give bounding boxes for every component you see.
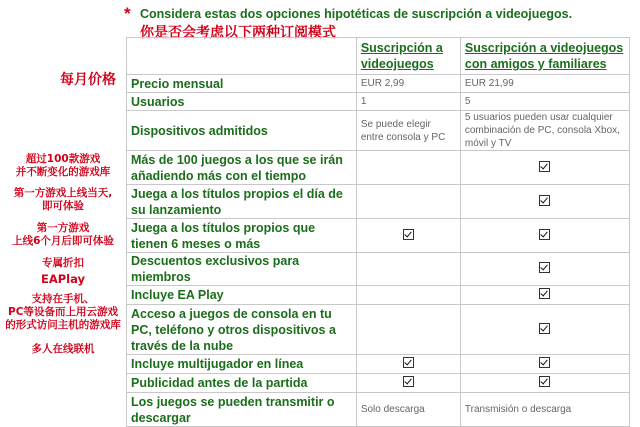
table-row [127,93,630,111]
row-label: Juega a los títulos propios el día de su lanzamiento [127,185,357,219]
plan1-check-cell [356,374,460,393]
row-label: Los juegos se pueden transmitir o descargar [127,393,357,427]
row-label: Dispositivos admitidos [127,111,357,151]
checkbox-checked-icon [539,161,550,172]
table-row [127,286,630,305]
checkbox-checked-icon [539,229,550,240]
checkbox-checked-icon [539,323,550,334]
row-label: Descuentos exclusivos para miembros [127,253,357,286]
checkbox-checked-icon [539,195,550,206]
row-label: Acceso a juegos de consola en tu PC, teléfono y otros dispositivos a través de la nube [127,305,357,355]
annotation-games: 超过100款游戏 并不断变化的游戏库 [15,153,111,178]
annotation-cloud: 支持在手机、 PC等设备而上用云游戏 的形式访问主机的游戏库 [5,293,121,331]
plan2-check-cell [460,253,629,286]
plan2-value: EUR 21,99 [460,75,629,93]
checkbox-checked-icon [403,229,414,240]
required-asterisk: * [124,4,131,23]
row-label: Juega a los títulos propios que tienen 6 meses o más [127,219,357,253]
plan1-column-header: Suscripción a videojuegos [356,38,460,75]
table-row [127,151,630,185]
checkbox-checked-icon [539,357,550,368]
question-subtitle: 你是否会考虑以下两种订阅模式 [140,25,336,41]
plan2-check-cell [460,305,629,355]
checkbox-checked-icon [403,357,414,368]
plan2-check-cell [460,355,629,374]
table-row [127,374,630,393]
table-row [127,185,630,219]
row-label: Más de 100 juegos a los que se irán añadiendo más con el tiempo [127,151,357,185]
checkbox-checked-icon [539,376,550,387]
table-row [127,253,630,286]
plan1-value: Se puede elegir entre consola y PC [356,111,460,151]
row-label: Usuarios [127,93,357,111]
checkbox-checked-icon [403,376,414,387]
comparison-table [126,37,630,427]
empty-corner-cell [127,38,357,75]
plan1-check-cell [356,305,460,355]
annotation-discount: 专属折扣 [42,257,84,269]
row-label: Precio mensual [127,75,357,93]
plan2-check-cell [460,374,629,393]
checkbox-checked-icon [539,262,550,273]
checkbox-checked-icon [539,288,550,299]
row-label: Incluye EA Play [127,286,357,305]
table-row [127,393,630,427]
annotation-eaplay: EAPlay [40,272,86,286]
table-row [127,305,630,355]
plan1-check-cell [356,185,460,219]
plan2-column-header: Suscripción a videojuegos con amigos y familiares [460,38,629,75]
plan1-value: 1 [356,93,460,111]
table-row [127,111,630,151]
plan2-check-cell [460,286,629,305]
plan2-value: Transmisión o descarga [460,393,629,427]
table-row [127,75,630,93]
plan2-value: 5 [460,93,629,111]
plan2-check-cell [460,151,629,185]
plan1-check-cell [356,286,460,305]
plan1-check-cell [356,219,460,253]
plan1-check-cell [356,253,460,286]
annotation-multiplayer: 多人在线联机 [31,343,95,355]
annotation-six-months: 第一方游戏 上线6个月后即可体验 [12,222,114,247]
table-row [127,355,630,374]
question-title: Considera estas dos opciones hipotéticas de suscripción a videojuegos. [140,7,573,21]
plan1-check-cell [356,355,460,374]
plan2-check-cell [460,219,629,253]
annotation-monthly-price: 每月价格 [60,72,116,88]
plan2-check-cell [460,185,629,219]
row-label: Publicidad antes de la partida [127,374,357,393]
plan2-value: 5 usuarios pueden usar cualquier combinación de PC, consola Xbox, móvil y TV [460,111,629,151]
table-row [127,219,630,253]
table-header-row [127,38,630,75]
plan1-check-cell [356,151,460,185]
plan1-value: EUR 2,99 [356,75,460,93]
row-label: Incluye multijugador en línea [127,355,357,374]
annotation-day-one: 第一方游戏上线当天, 即可体验 [13,187,113,212]
plan1-value: Solo descarga [356,393,460,427]
